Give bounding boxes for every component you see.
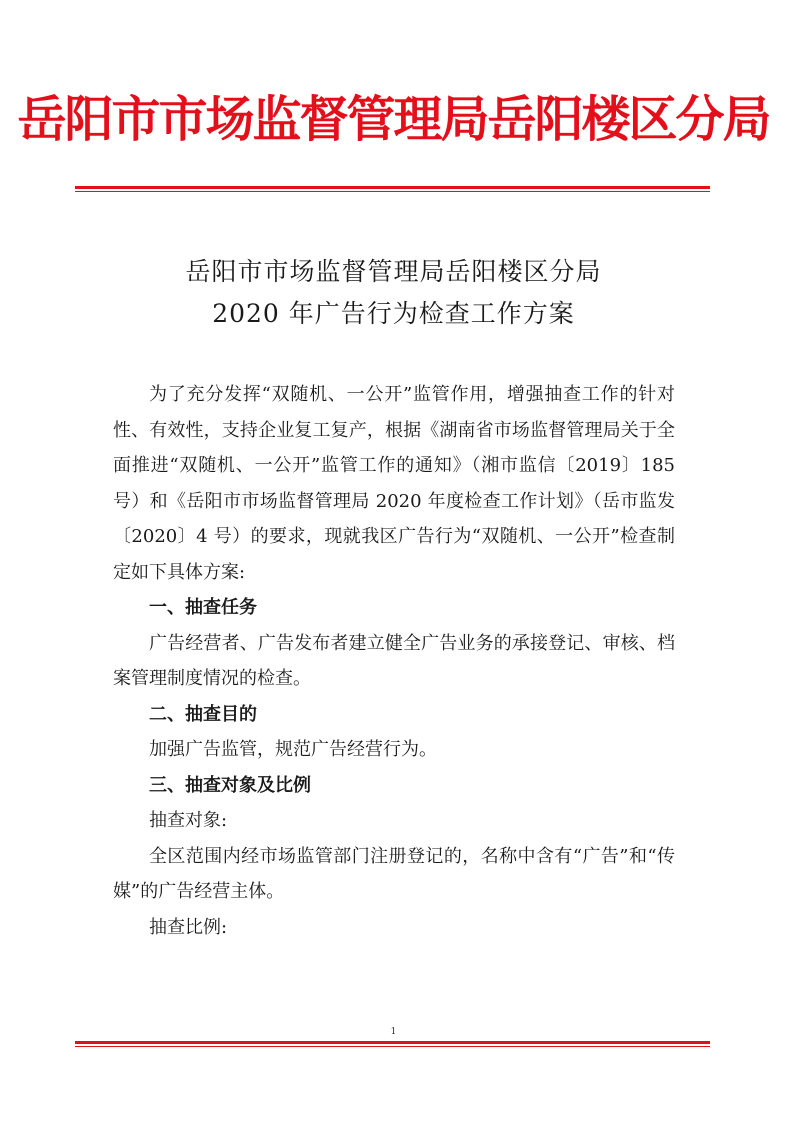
section-heading-3: 三、抽查对象及比例 [149, 774, 311, 796]
section-3-paragraph-2: 全区范围内经市场监管部门注册登记的，名称中含有“广告”和“传媒”的广告经营主体。 [113, 845, 675, 902]
document-title-line-2: 2020 年广告行为检查工作方案 [212, 299, 575, 328]
section-heading-1: 一、抽查任务 [149, 597, 257, 618]
document-title [0, 251, 787, 335]
section-3-paragraph-3: 抽查比例: [149, 916, 228, 938]
section-1-paragraph: 广告经营者、广告发布者建立健全广告业务的承接登记、审核、档案管理制度情况的检查。 [113, 632, 675, 689]
section-3-paragraph-1: 抽查对象: [149, 810, 228, 831]
footer-divider [75, 1041, 710, 1047]
document-title-line-1: 岳阳市市场监督管理局岳阳楼区分局 [185, 257, 602, 286]
masthead-divider [75, 186, 710, 192]
document-body [113, 377, 675, 945]
section-heading-2: 二、抽查目的 [149, 703, 257, 725]
page-number: 1 [390, 1027, 397, 1037]
masthead-title: 岳阳市市场监督管理局岳阳楼区分局 [17, 91, 770, 148]
intro-paragraph: 为了充分发挥“双随机、一公开”监管作用，增强抽查工作的针对性、有效性，支持企业复工复产，根据《湖南省市场监督管理局关于全面推进“双随机、一公开”监管工作的通知》（湘市监信〔2019〕185 号）和《岳阳市市场监督管理局 2020 年度检查工作计划》（岳市监发〔2020〕4 号）的要求，现就我区广告行为“双随机、一公开”检查制定如下具体方案: [113, 384, 675, 583]
section-2-paragraph: 加强广告监管，规范广告经营行为。 [149, 739, 437, 760]
